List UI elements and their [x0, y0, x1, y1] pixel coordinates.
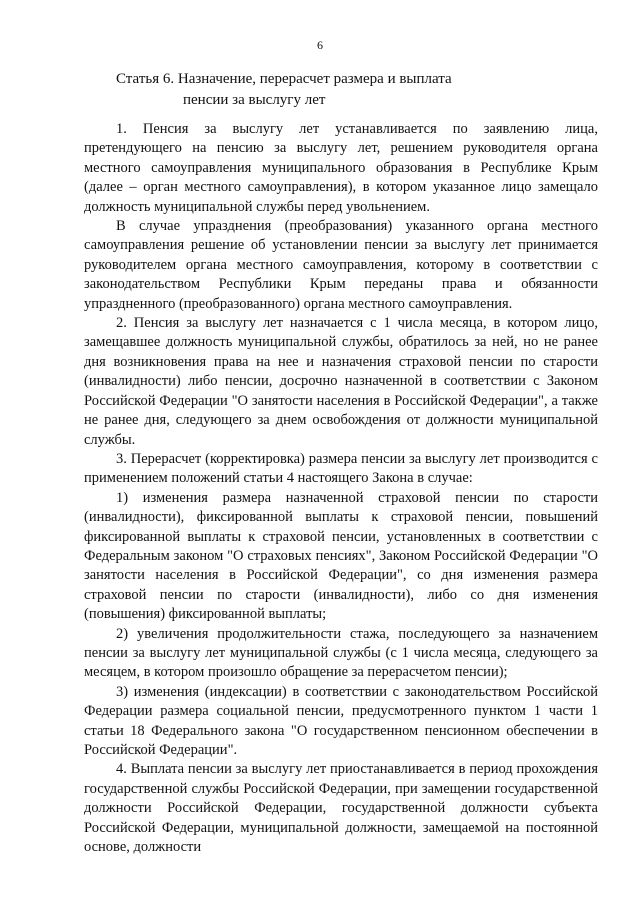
paragraph-5: 4. Выплата пенсии за выслугу лет приостанавливается в период прохождения государственной службы Российской Федерации, при замещении государственной должности Российской Федерации, государственной должности субъекта Российской Федерации, муниципальной должности, замещаемой на постоянной основе, должности	[84, 761, 598, 856]
article-title-line-2: пенсии за выслугу лет	[183, 92, 326, 108]
list-item-2: 2) увеличения продолжительности стажа, последующего за назначением пенсии за выслугу лет муниципальной службы (с 1 числа месяца, следующего за месяцем, в котором произошло обращение за перерасчетом пенсии);	[84, 625, 598, 681]
page-number: 6	[317, 38, 323, 52]
article-title	[116, 69, 536, 111]
paragraph-1: 1. Пенсия за выслугу лет устанавливается по заявлению лица, претендующего на пенсию за выслугу лет, решением руководителя органа местного самоуправления муниципального образования в Республике Крым (далее – орган местного самоуправления), в котором указанное лицо замещало должность муниципальной службы перед увольнением.	[84, 121, 598, 215]
list-item-3: 3) изменения (индексации) в соответствии с законодательством Российской Федерации размера социальной пенсии, предусмотренного пунктом 1 части 1 статьи 18 Федерального закона "О государственном пенсионном обеспечении в Российской Федерации".	[84, 683, 598, 758]
article-title-line-1: Статья 6. Назначение, перерасчет размера и выплата	[116, 71, 452, 87]
paragraph-3: 2. Пенсия за выслугу лет назначается с 1 числа месяца, в котором лицо, замещавшее должность муниципальной службы, обратилось за ней, но не ранее дня возникновения права на нее и назначения страховой пенсии по старости (инвалидности) либо пенсии, досрочно назначенной в соответствии с Законом Российской Федерации "О занятости населения в Российской Федерации", а также не ранее дня, следующего за днем освобождения от должности муниципальной службы.	[84, 315, 598, 448]
paragraph-2: В случае упразднения (преобразования) указанного органа местного самоуправления решение об установлении пенсии за выслугу лет принимается руководителем органа местного самоуправления, которому в соответствии с законодательством Республики Крым переданы права и обязанности упраздненного (преобразованного) органа местного самоуправления.	[84, 218, 598, 312]
list-item-1: 1) изменения размера назначенной страховой пенсии по старости (инвалидности), фиксированной выплаты к страховой пенсии, повышений фиксированной выплаты к страховой пенсии, установленных в соответствии с Федеральным законом "О страховых пенсиях", Законом Российской Федерации "О занятости населения в Российской Федерации", со дня изменения размера страховой пенсии по старости (инвалидности), либо со дня изменения (повышения) фиксированной выплаты;	[84, 489, 598, 623]
article-body	[84, 120, 598, 857]
paragraph-4: 3. Перерасчет (корректировка) размера пенсии за выслугу лет производится с применением положений статьи 4 настоящего Закона в случае:	[84, 450, 598, 487]
